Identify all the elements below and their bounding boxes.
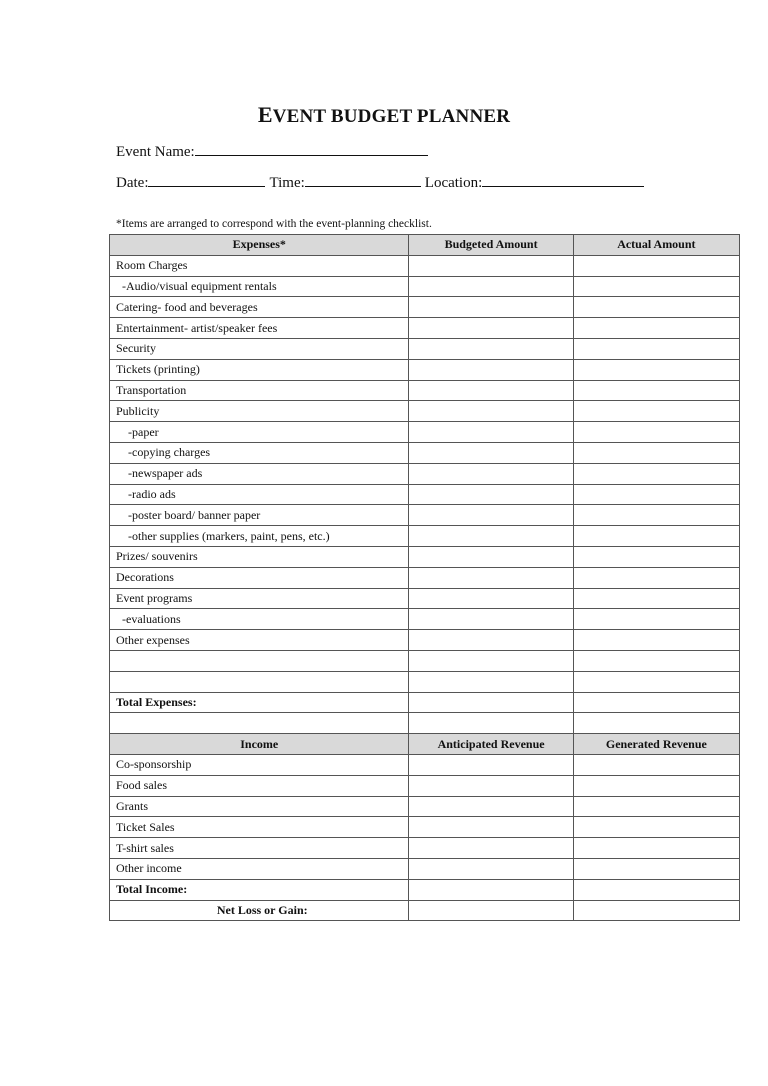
budgeted-amount-cell[interactable] [409, 318, 573, 339]
actual-amount-cell[interactable] [573, 650, 739, 671]
budgeted-amount-cell[interactable] [409, 692, 573, 713]
generated-revenue-cell[interactable] [573, 754, 739, 775]
budgeted-amount-cell[interactable] [409, 713, 573, 734]
actual-amount-cell[interactable] [573, 380, 739, 401]
expenses-item-label: Decorations [110, 567, 409, 588]
income-header-row [110, 734, 740, 755]
expenses-item-label: -paper [110, 422, 409, 443]
expenses-row [110, 255, 740, 276]
budgeted-amount-cell[interactable] [409, 422, 573, 443]
generated-revenue-cell[interactable] [573, 775, 739, 796]
actual-amount-cell[interactable] [573, 442, 739, 463]
anticipated-revenue-cell[interactable] [409, 796, 573, 817]
budgeted-amount-cell[interactable] [409, 588, 573, 609]
actual-amount-cell[interactable] [573, 276, 739, 297]
expenses-item-label: -poster board/ banner paper [110, 505, 409, 526]
income-row [110, 879, 740, 900]
anticipated-revenue-cell[interactable] [409, 858, 573, 879]
expenses-column-header: Budgeted Amount [409, 235, 573, 256]
expenses-row [110, 588, 740, 609]
anticipated-revenue-cell[interactable] [409, 838, 573, 859]
expenses-header-row [110, 235, 740, 256]
expenses-row [110, 567, 740, 588]
expenses-item-label: Security [110, 338, 409, 359]
budget-table [109, 234, 740, 921]
actual-amount-cell[interactable] [573, 588, 739, 609]
expenses-item-label [110, 713, 409, 734]
budgeted-amount-cell[interactable] [409, 505, 573, 526]
income-column-header: Income [110, 734, 409, 755]
actual-amount-cell[interactable] [573, 338, 739, 359]
budgeted-amount-cell[interactable] [409, 297, 573, 318]
expenses-row [110, 630, 740, 651]
generated-revenue-cell[interactable] [573, 858, 739, 879]
expenses-item-label: -other supplies (markers, paint, pens, etc.) [110, 526, 409, 547]
event-name-input[interactable] [195, 141, 428, 156]
expenses-item-label: -evaluations [110, 609, 409, 630]
expenses-item-label: Transportation [110, 380, 409, 401]
budgeted-amount-cell[interactable] [409, 442, 573, 463]
expenses-item-label: -Audio/visual equipment rentals [110, 276, 409, 297]
actual-amount-cell[interactable] [573, 505, 739, 526]
income-column-header: Anticipated Revenue [409, 734, 573, 755]
budgeted-amount-cell[interactable] [409, 526, 573, 547]
expenses-row [110, 318, 740, 339]
budgeted-amount-cell[interactable] [409, 671, 573, 692]
expenses-item-label: Entertainment- artist/speaker fees [110, 318, 409, 339]
budgeted-amount-cell[interactable] [409, 380, 573, 401]
budgeted-amount-cell[interactable] [409, 276, 573, 297]
actual-amount-cell[interactable] [573, 609, 739, 630]
anticipated-revenue-cell[interactable] [409, 754, 573, 775]
expenses-item-label: Event programs [110, 588, 409, 609]
generated-revenue-cell[interactable] [573, 796, 739, 817]
title-initial: E [257, 102, 273, 127]
expenses-row [110, 442, 740, 463]
actual-amount-cell[interactable] [573, 484, 739, 505]
anticipated-revenue-cell[interactable] [409, 817, 573, 838]
income-item-label: T-shirt sales [110, 838, 409, 859]
expenses-column-header: Actual Amount [573, 235, 739, 256]
actual-amount-cell[interactable] [573, 297, 739, 318]
expenses-row [110, 671, 740, 692]
anticipated-revenue-cell[interactable] [409, 879, 573, 900]
actual-amount-cell[interactable] [573, 671, 739, 692]
expenses-item-label: Tickets (printing) [110, 359, 409, 380]
expenses-row [110, 609, 740, 630]
budgeted-amount-cell[interactable] [409, 401, 573, 422]
expenses-row [110, 484, 740, 505]
income-item-label: Other income [110, 858, 409, 879]
expenses-row [110, 713, 740, 734]
expenses-row [110, 401, 740, 422]
budgeted-amount-cell[interactable] [409, 609, 573, 630]
title-rest: VENT BUDGET PLANNER [272, 106, 511, 127]
budgeted-amount-cell[interactable] [409, 255, 573, 276]
expenses-row [110, 463, 740, 484]
actual-amount-cell[interactable] [573, 630, 739, 651]
income-row [110, 858, 740, 879]
expenses-row [110, 505, 740, 526]
expenses-row [110, 338, 740, 359]
income-row [110, 796, 740, 817]
income-item-label: Co-sponsorship [110, 754, 409, 775]
expenses-row [110, 297, 740, 318]
actual-amount-cell[interactable] [573, 526, 739, 547]
expenses-item-label: -copying charges [110, 442, 409, 463]
budgeted-amount-cell[interactable] [409, 567, 573, 588]
actual-amount-cell[interactable] [573, 546, 739, 567]
expenses-item-label: -newspaper ads [110, 463, 409, 484]
income-row [110, 754, 740, 775]
expenses-row [110, 276, 740, 297]
generated-revenue-cell[interactable] [573, 900, 739, 921]
generated-revenue-cell[interactable] [573, 879, 739, 900]
time-label: Time: [269, 175, 305, 191]
expenses-row [110, 650, 740, 671]
expenses-column-header: Expenses* [110, 235, 409, 256]
expenses-item-label: Room Charges [110, 255, 409, 276]
expenses-row [110, 422, 740, 443]
anticipated-revenue-cell[interactable] [409, 775, 573, 796]
expenses-item-label [110, 671, 409, 692]
actual-amount-cell[interactable] [573, 401, 739, 422]
expenses-row [110, 546, 740, 567]
budgeted-amount-cell[interactable] [409, 630, 573, 651]
budgeted-amount-cell[interactable] [409, 463, 573, 484]
expenses-item-label: Prizes/ souvenirs [110, 546, 409, 567]
income-row [110, 775, 740, 796]
expenses-row [110, 359, 740, 380]
actual-amount-cell[interactable] [573, 318, 739, 339]
actual-amount-cell[interactable] [573, 255, 739, 276]
income-column-header: Generated Revenue [573, 734, 739, 755]
expenses-row [110, 526, 740, 547]
actual-amount-cell[interactable] [573, 713, 739, 734]
actual-amount-cell[interactable] [573, 567, 739, 588]
expenses-item-label: Total Expenses: [110, 692, 409, 713]
budgeted-amount-cell[interactable] [409, 338, 573, 359]
income-row [110, 838, 740, 859]
anticipated-revenue-cell[interactable] [409, 900, 573, 921]
expenses-item-label: -radio ads [110, 484, 409, 505]
location-label: Location: [424, 175, 483, 191]
event-name-field [116, 141, 432, 161]
event-name-label: Event Name: [116, 144, 195, 160]
expenses-item-label [110, 650, 409, 671]
date-label: Date: [116, 175, 149, 191]
income-item-label: Ticket Sales [110, 817, 409, 838]
expenses-row [110, 380, 740, 401]
income-item-label: Food sales [110, 775, 409, 796]
actual-amount-cell[interactable] [573, 692, 739, 713]
expenses-row [110, 692, 740, 713]
actual-amount-cell[interactable] [573, 422, 739, 443]
time-input[interactable] [305, 172, 421, 187]
income-row [110, 817, 740, 838]
budgeted-amount-cell[interactable] [409, 546, 573, 567]
income-row [110, 900, 740, 921]
generated-revenue-cell[interactable] [573, 817, 739, 838]
actual-amount-cell[interactable] [573, 463, 739, 484]
date-time-location-line [116, 172, 648, 192]
checklist-note: *Items are arranged to correspond with the event-planning checklist. [116, 218, 432, 230]
expenses-item-label: Other expenses [110, 630, 409, 651]
budgeted-amount-cell[interactable] [409, 650, 573, 671]
expenses-item-label: Publicity [110, 401, 409, 422]
page-title [0, 102, 768, 128]
date-input[interactable] [148, 172, 265, 187]
income-item-label: Net Loss or Gain: [110, 900, 409, 921]
income-item-label: Grants [110, 796, 409, 817]
actual-amount-cell[interactable] [573, 359, 739, 380]
budgeted-amount-cell[interactable] [409, 359, 573, 380]
expenses-item-label: Catering- food and beverages [110, 297, 409, 318]
income-item-label: Total Income: [110, 879, 409, 900]
location-input[interactable] [482, 172, 644, 187]
generated-revenue-cell[interactable] [573, 838, 739, 859]
budgeted-amount-cell[interactable] [409, 484, 573, 505]
